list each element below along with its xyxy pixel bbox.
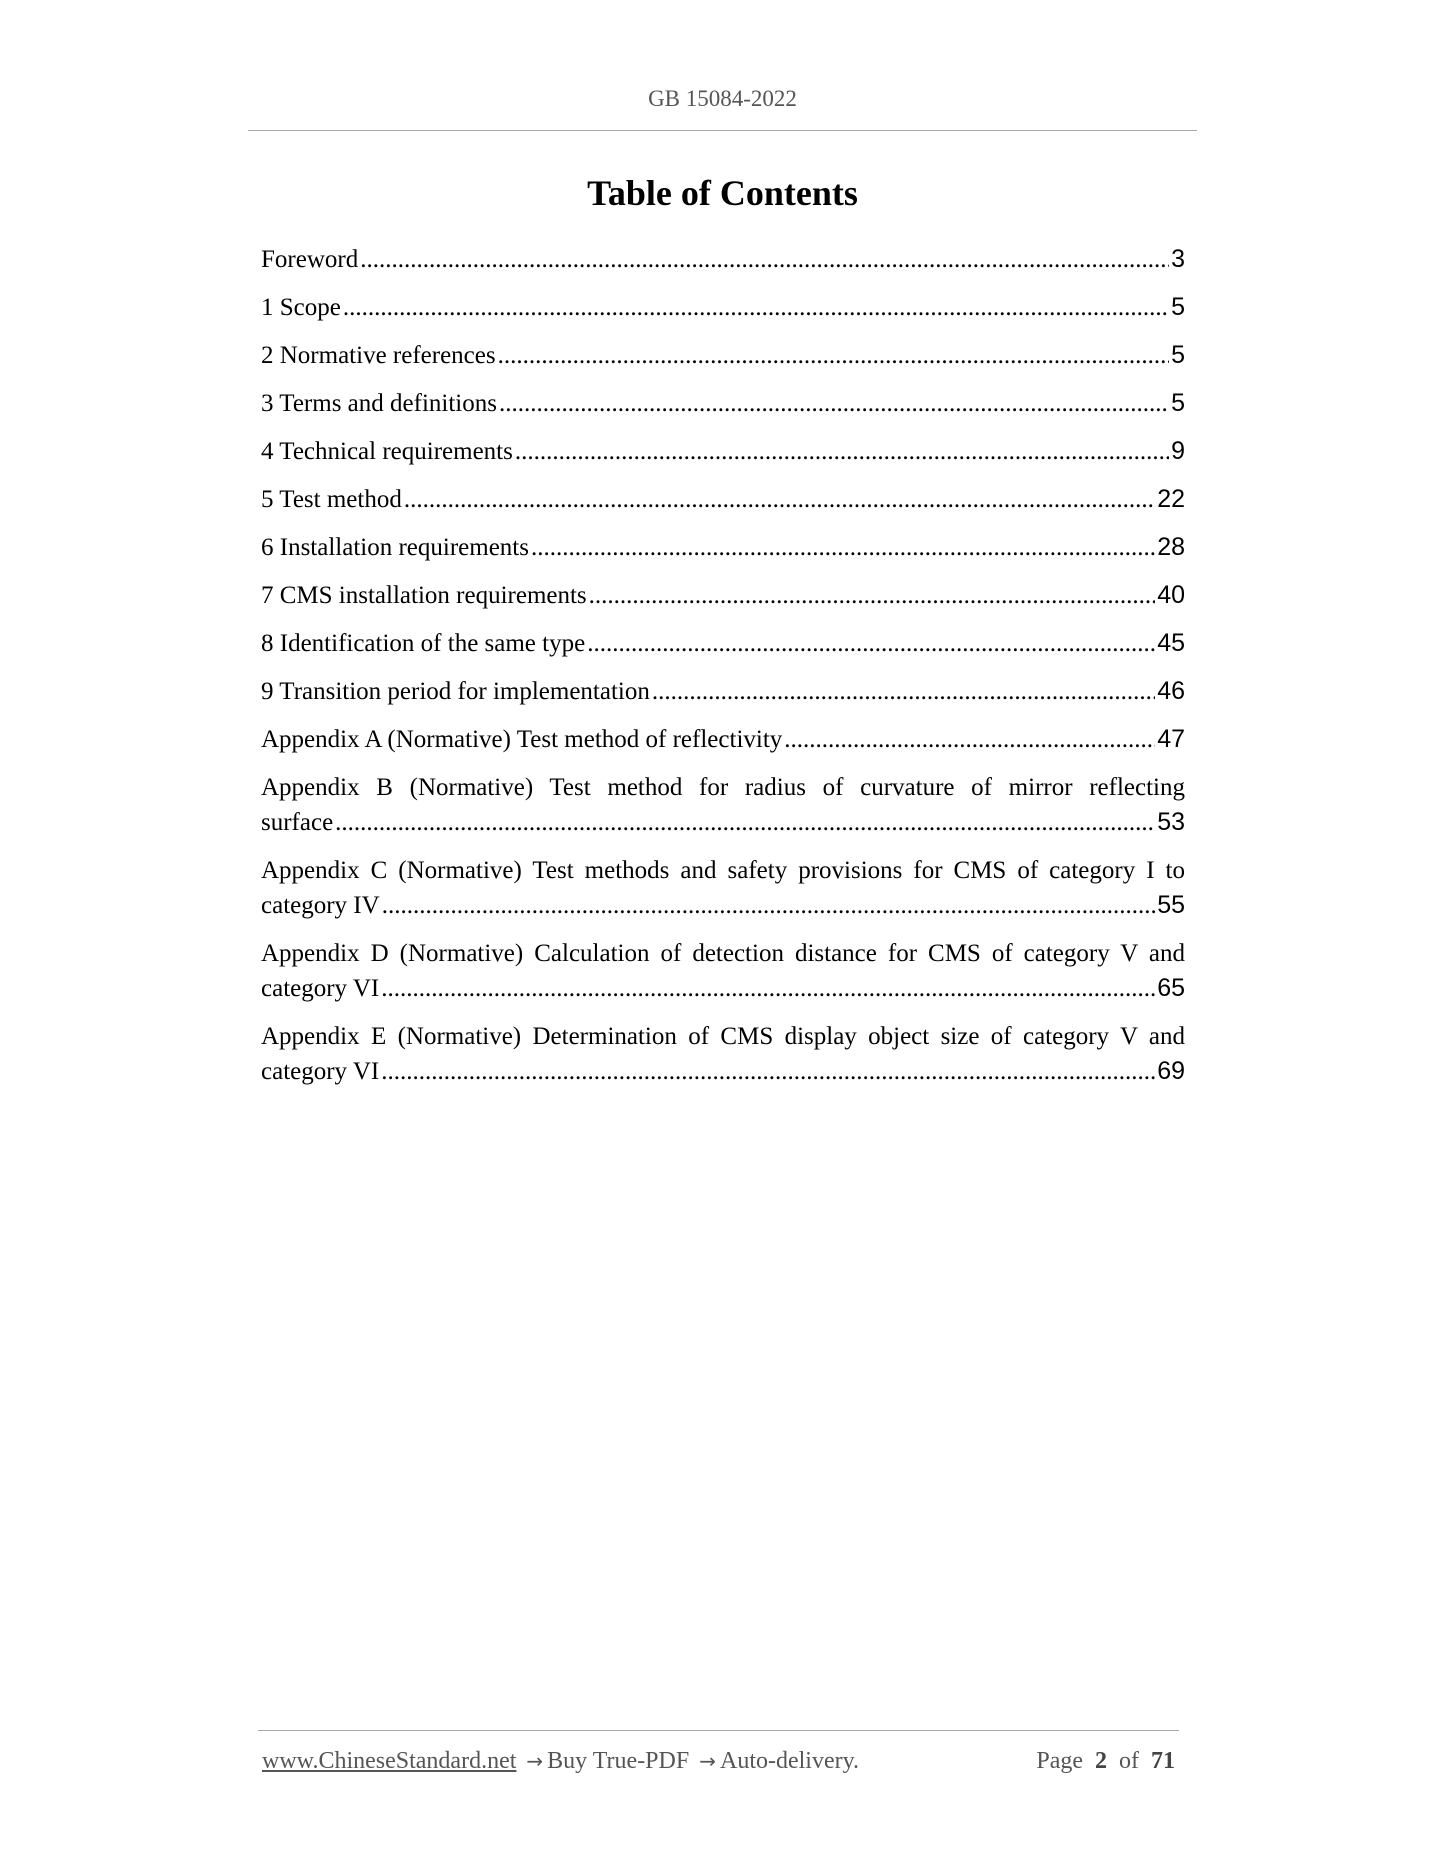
dot-leader: [404, 482, 1155, 517]
buy-pdf-text: Buy True-PDF: [547, 1748, 690, 1774]
toc-page-number: 65: [1157, 974, 1185, 1002]
toc-entry-technical-requirements[interactable]: [261, 434, 1185, 469]
dot-leader: [589, 578, 1156, 613]
dot-leader: [652, 674, 1155, 709]
dot-leader: [531, 530, 1155, 565]
table-of-contents: [261, 242, 1185, 1102]
toc-entry-title: Appendix A (Normative) Test method of reflectivity: [261, 726, 783, 753]
toc-entry-title: 7 CMS installation requirements: [261, 582, 587, 609]
toc-page-number: 46: [1157, 677, 1185, 705]
current-page: 2: [1095, 1748, 1107, 1774]
toc-entry-foreword[interactable]: [261, 242, 1185, 277]
toc-entry-transition-period[interactable]: [261, 674, 1185, 709]
page-indicator: [1036, 1748, 1175, 1775]
dot-leader: [784, 722, 1155, 757]
toc-page-number: 45: [1157, 629, 1185, 657]
total-pages: 71: [1151, 1748, 1175, 1774]
toc-entry-title: 6 Installation requirements: [261, 534, 529, 561]
toc-entry-title: 1 Scope: [261, 294, 341, 321]
toc-entry-appendix-d[interactable]: [261, 936, 1185, 1006]
arrow-right-icon: →: [526, 1749, 544, 1773]
toc-entry-title-continued: category VI: [261, 975, 380, 1002]
toc-entry-appendix-e[interactable]: [261, 1019, 1185, 1089]
toc-entry-title: Appendix D (Normative) Calculation of detection distance for CMS of category V and: [261, 940, 1185, 967]
dot-leader: [343, 290, 1169, 325]
toc-entry-title-continued: category VI: [261, 1058, 380, 1085]
toc-page-number: 9: [1171, 437, 1185, 465]
toc-entry-title: Foreword: [261, 246, 359, 273]
page-label: Page: [1036, 1748, 1083, 1774]
of-label: of: [1119, 1748, 1139, 1774]
toc-page-number: 3: [1171, 245, 1185, 273]
toc-entry-terms-definitions[interactable]: [261, 386, 1185, 421]
dot-leader: [515, 434, 1169, 469]
toc-page-number: 55: [1157, 891, 1185, 919]
auto-delivery-text: Auto-delivery.: [719, 1748, 860, 1774]
dot-leader: [335, 805, 1155, 840]
dot-leader: [360, 242, 1169, 277]
arrow-right-icon: →: [699, 1749, 716, 1773]
toc-page-number: 5: [1171, 389, 1185, 417]
footer-promo: [262, 1748, 859, 1775]
toc-entry-title: Appendix B (Normative) Test method for radius of curvature of mirror reflecting: [261, 774, 1185, 801]
toc-page-number: 5: [1171, 293, 1185, 321]
toc-entry-cms-installation[interactable]: [261, 578, 1185, 613]
site-link[interactable]: www.ChineseStandard.net: [262, 1748, 517, 1774]
toc-page-number: 5: [1171, 341, 1185, 369]
toc-entry-title: 8 Identification of the same type: [261, 630, 586, 657]
toc-page-number: 47: [1157, 725, 1185, 753]
footer-divider: [258, 1730, 1179, 1731]
toc-entry-title: 4 Technical requirements: [261, 438, 513, 465]
header-divider: [248, 130, 1197, 131]
toc-entry-title: 3 Terms and definitions: [261, 390, 497, 417]
toc-entry-title: Appendix E (Normative) Determination of CMS display object size of category V and: [261, 1023, 1185, 1050]
toc-entry-installation-requirements[interactable]: [261, 530, 1185, 565]
toc-entry-normative-references[interactable]: [261, 338, 1185, 373]
toc-entry-title: 5 Test method: [261, 486, 402, 513]
toc-entry-title-continued: category IV: [261, 892, 380, 919]
toc-entry-title-continued: surface: [261, 809, 334, 836]
toc-page-number: 69: [1157, 1057, 1185, 1085]
toc-entry-title: 9 Transition period for implementation: [261, 678, 650, 705]
toc-page-number: 53: [1157, 808, 1185, 836]
dot-leader: [382, 888, 1155, 923]
toc-page-number: 28: [1157, 533, 1185, 561]
toc-page-number: 40: [1157, 581, 1185, 609]
toc-entry-appendix-b[interactable]: [261, 770, 1185, 840]
dot-leader: [499, 386, 1169, 421]
page-header: GB 15084-2022: [648, 86, 797, 111]
toc-page-number: 22: [1157, 485, 1185, 513]
toc-entry-title: 2 Normative references: [261, 342, 496, 369]
page-title: Table of Contents: [587, 173, 858, 213]
toc-entry-scope[interactable]: [261, 290, 1185, 325]
dot-leader: [498, 338, 1169, 373]
toc-entry-same-type[interactable]: [261, 626, 1185, 661]
dot-leader: [587, 626, 1155, 661]
toc-entry-test-method[interactable]: [261, 482, 1185, 517]
toc-entry-appendix-a[interactable]: [261, 722, 1185, 757]
toc-entry-title: Appendix C (Normative) Test methods and safety provisions for CMS of category I to: [261, 857, 1185, 884]
toc-entry-appendix-c[interactable]: [261, 853, 1185, 923]
dot-leader: [381, 1054, 1155, 1089]
dot-leader: [381, 971, 1155, 1006]
